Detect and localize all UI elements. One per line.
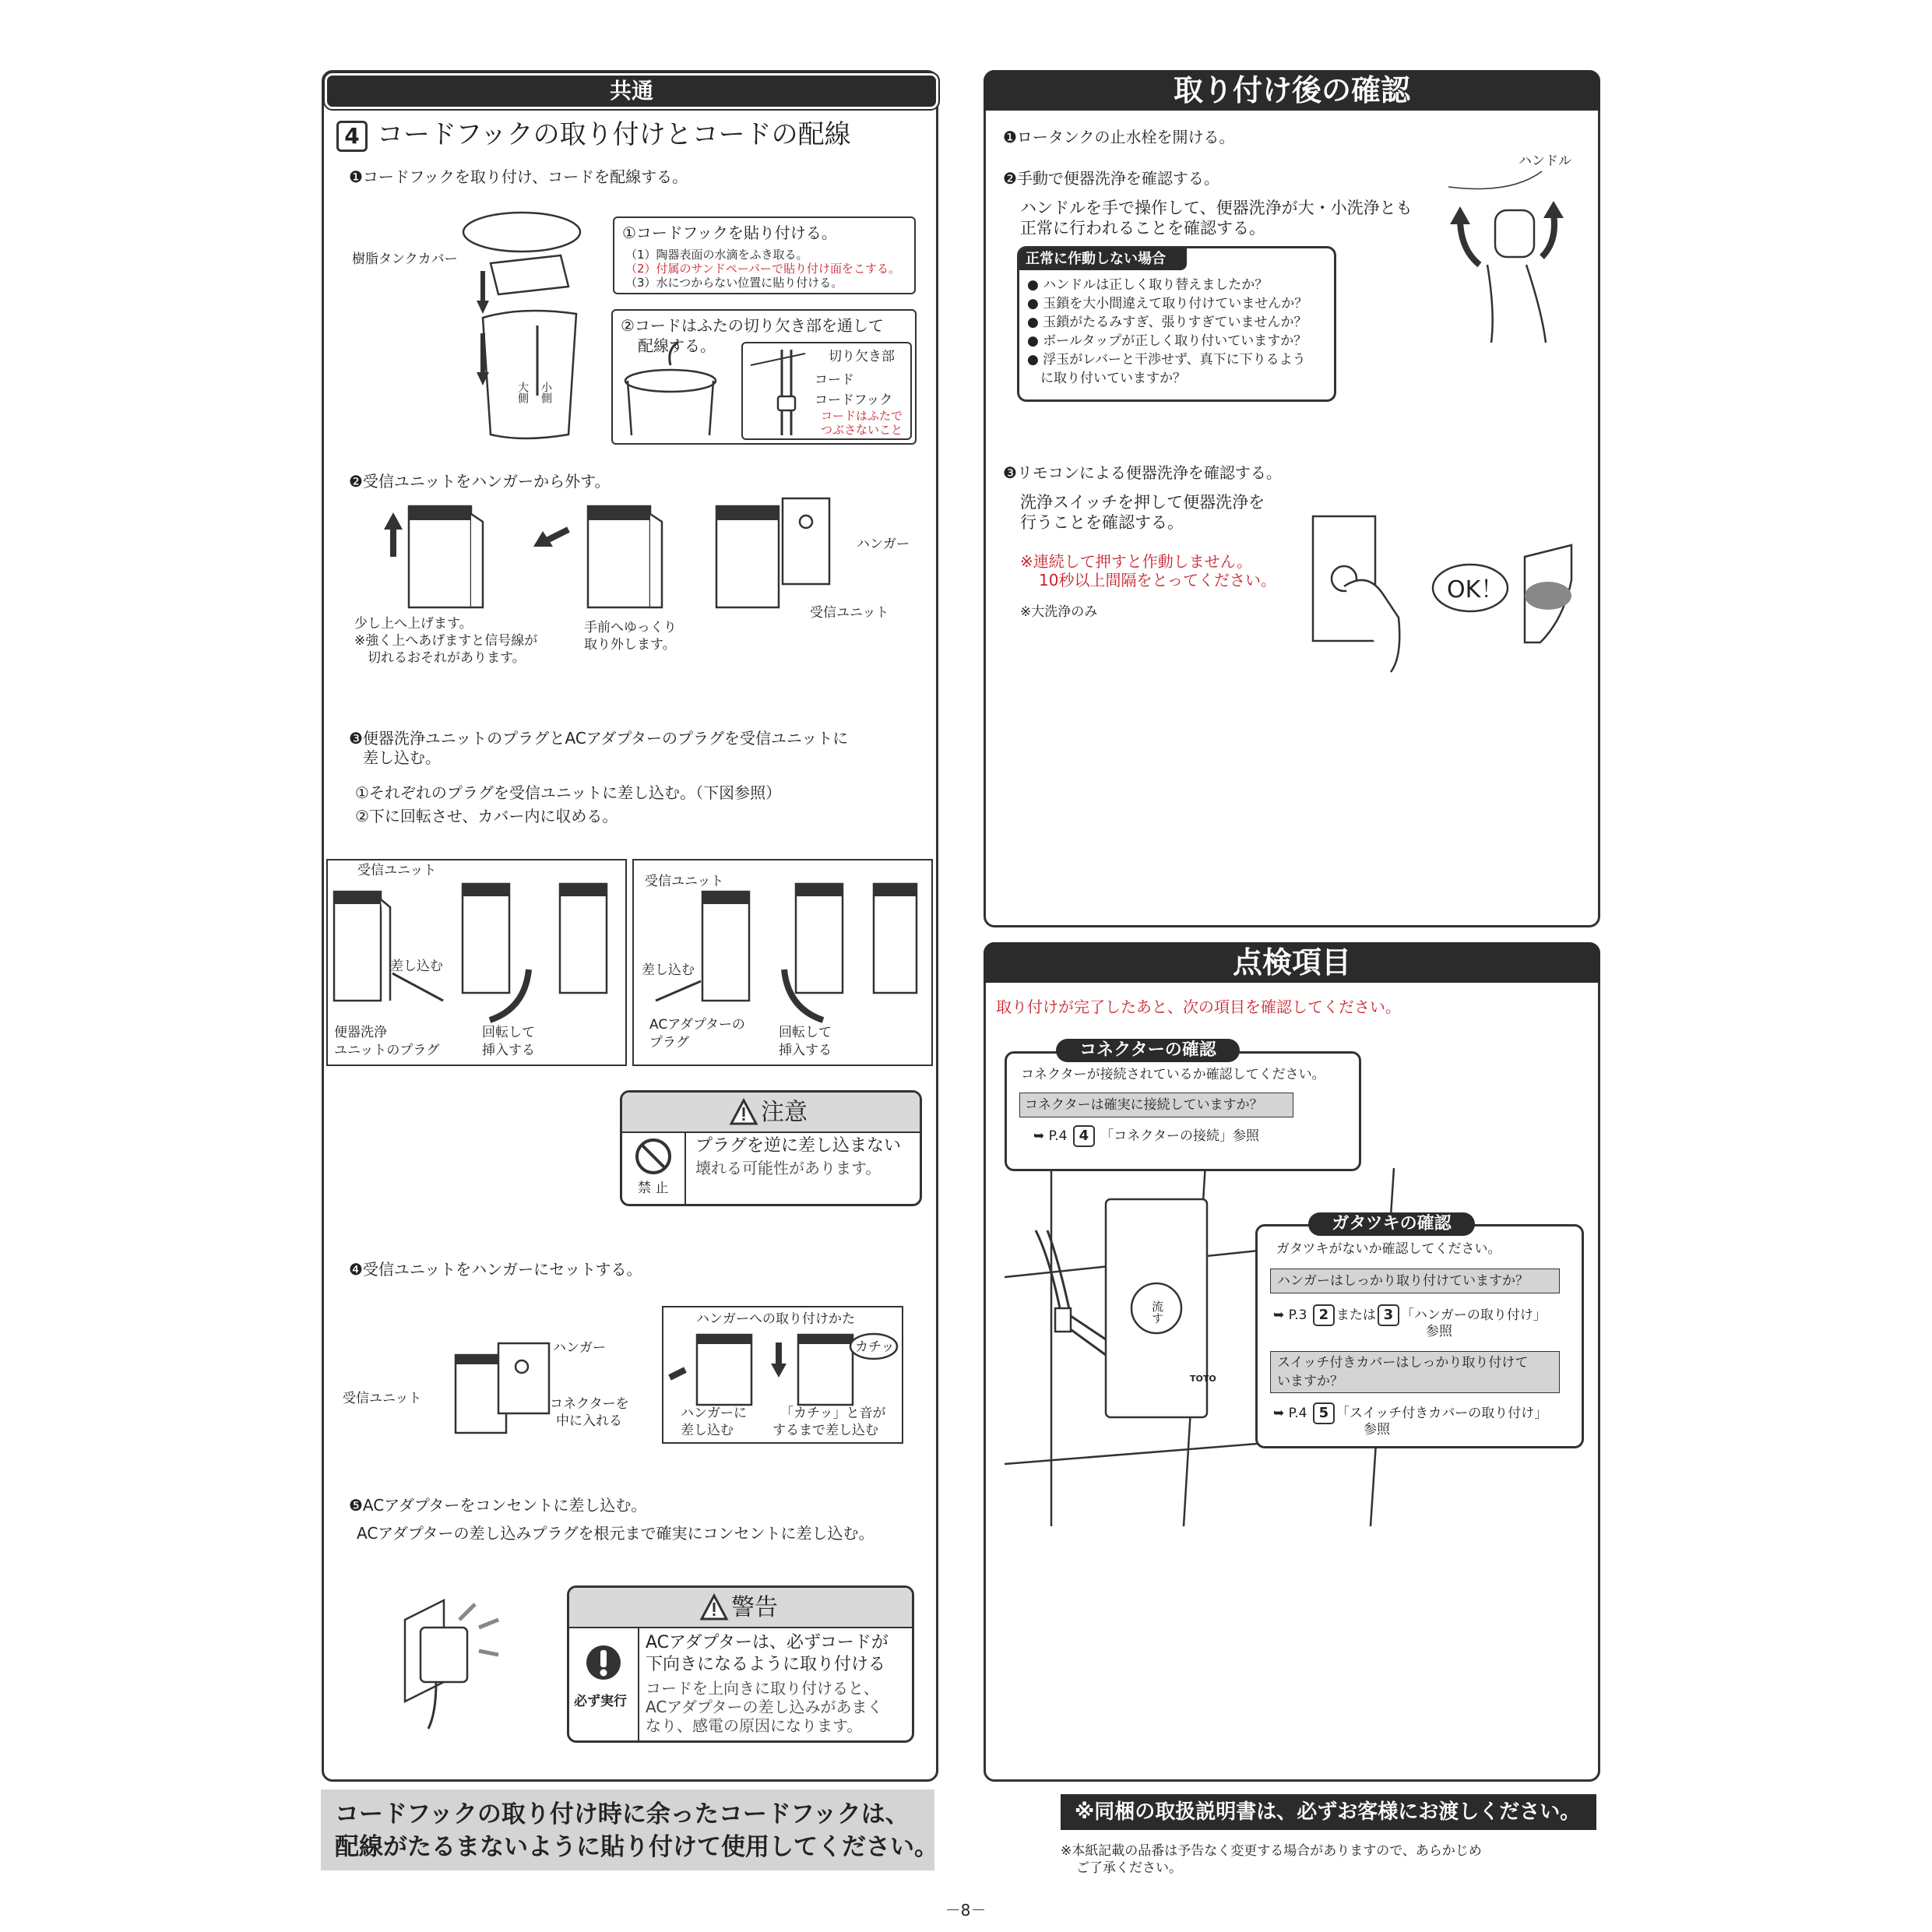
box1-item-2: （2）付属のサンドペーパーで貼り付け面をこする。 bbox=[625, 262, 901, 276]
figa-unit: 受信ユニット bbox=[357, 863, 437, 878]
rattle-ref-1-end: 参照 bbox=[1426, 1324, 1452, 1339]
check-step3: ❸リモコンによる便器洗浄を確認する。 bbox=[1003, 463, 1282, 482]
step4-label-conn1: コネクターを bbox=[550, 1396, 629, 1412]
inset-cap1b: 差し込む bbox=[681, 1423, 734, 1438]
handle-illustration bbox=[1448, 164, 1573, 343]
step5-text: ACアダプターの差し込みプラグを根元まで確実にコンセントに差し込む。 bbox=[357, 1524, 875, 1543]
warning-box bbox=[567, 1585, 914, 1743]
step2-cap1-c: 切れるおそれがあります。 bbox=[368, 650, 526, 666]
figb-unit: 受信ユニット bbox=[645, 874, 724, 889]
trouble-item-5: ● 浮玉がレバーと干渉せず、真下に下りるよう bbox=[1027, 352, 1306, 368]
trouble-item-1: ● ハンドルは正しく取り替えましたか？ bbox=[1027, 277, 1269, 293]
ac-adapter-illustration bbox=[405, 1596, 506, 1729]
step3-sub1: ①それぞれのプラグを受信ユニットに差し込む。（下図参照） bbox=[355, 783, 782, 802]
step2-title: ❷受信ユニットをハンガーから外す。 bbox=[349, 472, 611, 491]
step2-cap2-a: 手前へゆっくり bbox=[584, 620, 677, 635]
ok-bubble-text: OK！ bbox=[1447, 576, 1504, 604]
figure-b bbox=[632, 859, 933, 1066]
figa-rotate1: 回転して bbox=[482, 1025, 535, 1040]
footer-line1: コードフックの取り付け時に余ったコードフックは、 bbox=[335, 1800, 910, 1828]
remote-press-illustration bbox=[1313, 516, 1406, 672]
left-footer-note bbox=[321, 1789, 938, 1870]
caution-box bbox=[620, 1090, 922, 1206]
check-step3-red2: 10秒以上間隔をとってください。 bbox=[1039, 571, 1277, 589]
small-note-1: ※本紙記載の品番は予告なく変更する場合がありますので、あらかじめ bbox=[1061, 1843, 1482, 1859]
right-header-2 bbox=[984, 942, 1600, 983]
check-intro: 取り付けが完了したあと、次の項目を確認してください。 bbox=[996, 998, 1401, 1016]
inset-click: カチッ bbox=[855, 1339, 895, 1355]
left-header-text: 共通 bbox=[609, 78, 653, 104]
check-step3-text1: 洗浄スイッチを押して便器洗浄を bbox=[1020, 493, 1265, 512]
figa-plug1: 便器洗浄 bbox=[334, 1025, 387, 1040]
ref-arrow-icon-3: ➥ bbox=[1273, 1406, 1285, 1421]
notch-inset-illustration bbox=[751, 350, 813, 435]
warning-triangle-icon bbox=[730, 1099, 758, 1125]
rattle-question-2: スイッチ付きカバーはしっかり取り付けて いますか？ bbox=[1270, 1351, 1560, 1393]
inset-cap2a: 「カチッ」と音が bbox=[780, 1406, 886, 1421]
label-unit-2: 受信ユニット bbox=[810, 605, 889, 621]
caution-bold: プラグを逆に差し込まない bbox=[695, 1136, 902, 1156]
connector-check-title: コネクターの確認 bbox=[1056, 1039, 1240, 1062]
connector-question: コネクターは確実に接続していますか？ bbox=[1019, 1093, 1293, 1117]
check-step2-text1: ハンドルを手で操作して、便器洗浄が大・小洗浄とも bbox=[1020, 199, 1413, 217]
figa-plug2: ユニットのプラグ bbox=[334, 1043, 440, 1058]
figure-b-illustration bbox=[640, 884, 920, 1016]
caution-title: 注意 bbox=[761, 1099, 808, 1126]
warning-bold2: 下向きになるように取り付ける bbox=[646, 1655, 886, 1674]
step3-sub2: ②下に回転させ、カバー内に収める。 bbox=[355, 807, 618, 825]
warning-icon-label: 必ず実行 bbox=[574, 1694, 627, 1709]
figure-a-illustration bbox=[334, 884, 614, 1016]
warning-title: 警告 bbox=[731, 1594, 778, 1621]
label-hook: コードフック bbox=[815, 392, 893, 408]
label-notch: 切り欠き部 bbox=[829, 349, 895, 364]
rattle-check-box bbox=[1255, 1224, 1584, 1448]
hanger-inset bbox=[662, 1306, 903, 1444]
caution-text: 壊れる可能性があります。 bbox=[695, 1159, 882, 1177]
label-big-side: 大側 bbox=[516, 382, 529, 403]
page-number: －8－ bbox=[945, 1901, 987, 1920]
notice-banner: ※同梱の取扱説明書は、必ずお客様にお渡しください。 bbox=[1061, 1794, 1596, 1830]
box2-title: ②コードはふたの切り欠き部を通して bbox=[621, 316, 884, 335]
warning-triangle-icon-2 bbox=[700, 1594, 728, 1621]
trouble-item-6: に取り付いていますか？ bbox=[1027, 371, 1186, 386]
right-header-1 bbox=[984, 70, 1600, 111]
step3-title2: 差し込む。 bbox=[363, 748, 441, 767]
connector-ref: ➥ P.4 4 「コネクターの接続」参照 bbox=[1033, 1125, 1259, 1147]
ref-arrow-icon-2: ➥ bbox=[1273, 1307, 1285, 1323]
check-step3-text2: 行うことを確認する。 bbox=[1020, 513, 1184, 532]
rattle-check-title: ガタツキの確認 bbox=[1308, 1212, 1475, 1236]
connector-text: コネクターが接続されているか確認してください。 bbox=[1021, 1067, 1325, 1082]
warning-bold1: ACアダプターは、必ずコードが bbox=[646, 1633, 889, 1652]
trouble-item-3: ● 玉鎖がたるみすぎ、張りすぎていませんか？ bbox=[1027, 315, 1307, 330]
check-step3-note: ※大洗浄のみ bbox=[1020, 604, 1098, 620]
label-small-side: 小側 bbox=[540, 382, 552, 403]
remote-label: 流す bbox=[1150, 1300, 1164, 1324]
small-note-2: ご了承ください。 bbox=[1076, 1860, 1182, 1876]
label-hanger-2: ハンガー bbox=[857, 537, 910, 552]
inset-title: ハンガーへの取り付けかた bbox=[696, 1311, 855, 1327]
ref-arrow-icon: ➥ bbox=[1033, 1128, 1045, 1144]
figb-insert: 差し込む bbox=[642, 962, 695, 978]
warning-text3: なり、感電の原因になります。 bbox=[646, 1716, 863, 1735]
figure-a bbox=[326, 859, 627, 1066]
left-header bbox=[325, 73, 938, 109]
label-tank-cover: 樹脂タンクカバー bbox=[352, 252, 458, 267]
rattle-ref-2: ➥ P.4 5 「スイッチ付きカバーの取り付け」 bbox=[1273, 1402, 1547, 1424]
remote-brand: TOTO bbox=[1190, 1374, 1216, 1384]
box1-item-1: （1）陶器表面の水滴をふき取る。 bbox=[625, 248, 808, 262]
label-cord: コード bbox=[815, 372, 854, 388]
label-handle: ハンドル bbox=[1519, 153, 1571, 169]
hanger-set-illustration bbox=[456, 1343, 557, 1437]
figb-plug1: ACアダプターの bbox=[649, 1017, 745, 1033]
check-step1: ❶ロータンクの止水栓を開ける。 bbox=[1003, 128, 1235, 146]
box2-title2: 配線する。 bbox=[638, 336, 716, 355]
right-header-2-text: 点検項目 bbox=[1232, 945, 1351, 980]
section-number-badge: 4 bbox=[336, 121, 368, 152]
step1-box1 bbox=[613, 216, 916, 294]
trouble-item-4: ● ボールタップが正しく取り付いていますか？ bbox=[1027, 333, 1307, 349]
box1-item-3: （3）水につからない位置に貼り付ける。 bbox=[625, 276, 843, 290]
lid-detail-illustration bbox=[624, 357, 725, 435]
trouble-item-2: ● 玉鎖を大小間違えて取り付けていませんか？ bbox=[1027, 296, 1308, 311]
box1-title: ①コードフックを貼り付ける。 bbox=[622, 223, 837, 242]
warning-text1: コードを上向きに取り付けると、 bbox=[646, 1679, 879, 1698]
step4-title: ❹受信ユニットをハンガーにセットする。 bbox=[349, 1260, 642, 1279]
footer-line2: 配線がたるまないように貼り付けて使用してください。 bbox=[335, 1833, 938, 1861]
figa-rotate2: 挿入する bbox=[482, 1043, 535, 1058]
step1-box2 bbox=[611, 309, 917, 445]
right-header-1-text: 取り付け後の確認 bbox=[1173, 73, 1410, 107]
connector-check-box bbox=[1005, 1051, 1361, 1171]
figb-rotate2: 挿入する bbox=[779, 1043, 832, 1058]
section-title: コードフックの取り付けとコードの配線 bbox=[377, 119, 851, 150]
caution-icon-label: 禁 止 bbox=[638, 1181, 669, 1196]
inset-cap1a: ハンガーに bbox=[681, 1406, 747, 1421]
figa-insert: 差し込む bbox=[390, 959, 443, 974]
warning-text2: ACアダプターの差し込みがあまく bbox=[646, 1698, 883, 1716]
rattle-ref-2-end: 参照 bbox=[1364, 1422, 1390, 1438]
trouble-title: 正常に作動しない場合 bbox=[1026, 251, 1166, 267]
step4-label-hanger: ハンガー bbox=[553, 1340, 606, 1356]
prohibit-icon bbox=[635, 1138, 672, 1175]
step4-label-unit: 受信ユニット bbox=[343, 1391, 422, 1406]
step2-cap2-b: 取り外します。 bbox=[584, 637, 676, 653]
figb-rotate1: 回転して bbox=[779, 1025, 832, 1040]
step5-title: ❺ACアダプターをコンセントに差し込む。 bbox=[349, 1496, 647, 1515]
label-warn2: つぶさないこと bbox=[821, 423, 903, 437]
notch-inset bbox=[741, 342, 912, 440]
step3-title1: ❸便器洗浄ユニットのプラグとACアダプターのプラグを受信ユニットに bbox=[349, 729, 849, 748]
figb-plug2: プラグ bbox=[649, 1035, 689, 1050]
rattle-question-1: ハンガーはしっかり取り付けていますか？ bbox=[1270, 1269, 1560, 1293]
step2-cap1-a: 少し上へ上げます。 bbox=[354, 616, 473, 632]
check-step2-text2: 正常に行われることを確認する。 bbox=[1020, 219, 1265, 238]
inset-cap2b: するまで差し込む bbox=[772, 1423, 878, 1438]
rattle-text: ガタツキがないか確認してください。 bbox=[1276, 1241, 1501, 1257]
step2-cap1-b: ※強く上へあげますと信号線が bbox=[354, 633, 538, 649]
check-step2: ❷手動で便器洗浄を確認する。 bbox=[1003, 169, 1219, 188]
step1-title: ❶コードフックを取り付け、コードを配線する。 bbox=[349, 167, 688, 186]
unit-lift-illustration bbox=[378, 498, 876, 615]
rattle-ref-1: ➥ P.3 2 または 3 「ハンガーの取り付け」 bbox=[1273, 1304, 1547, 1326]
trouble-box bbox=[1017, 246, 1336, 402]
step4-label-conn2: 中に入れる bbox=[556, 1413, 622, 1429]
check-step3-red1: ※連続して押すと作動しません。 bbox=[1020, 552, 1252, 571]
label-warn1: コードはふたで bbox=[821, 409, 903, 423]
tank-illustration bbox=[459, 201, 584, 442]
mandatory-icon bbox=[585, 1644, 622, 1681]
